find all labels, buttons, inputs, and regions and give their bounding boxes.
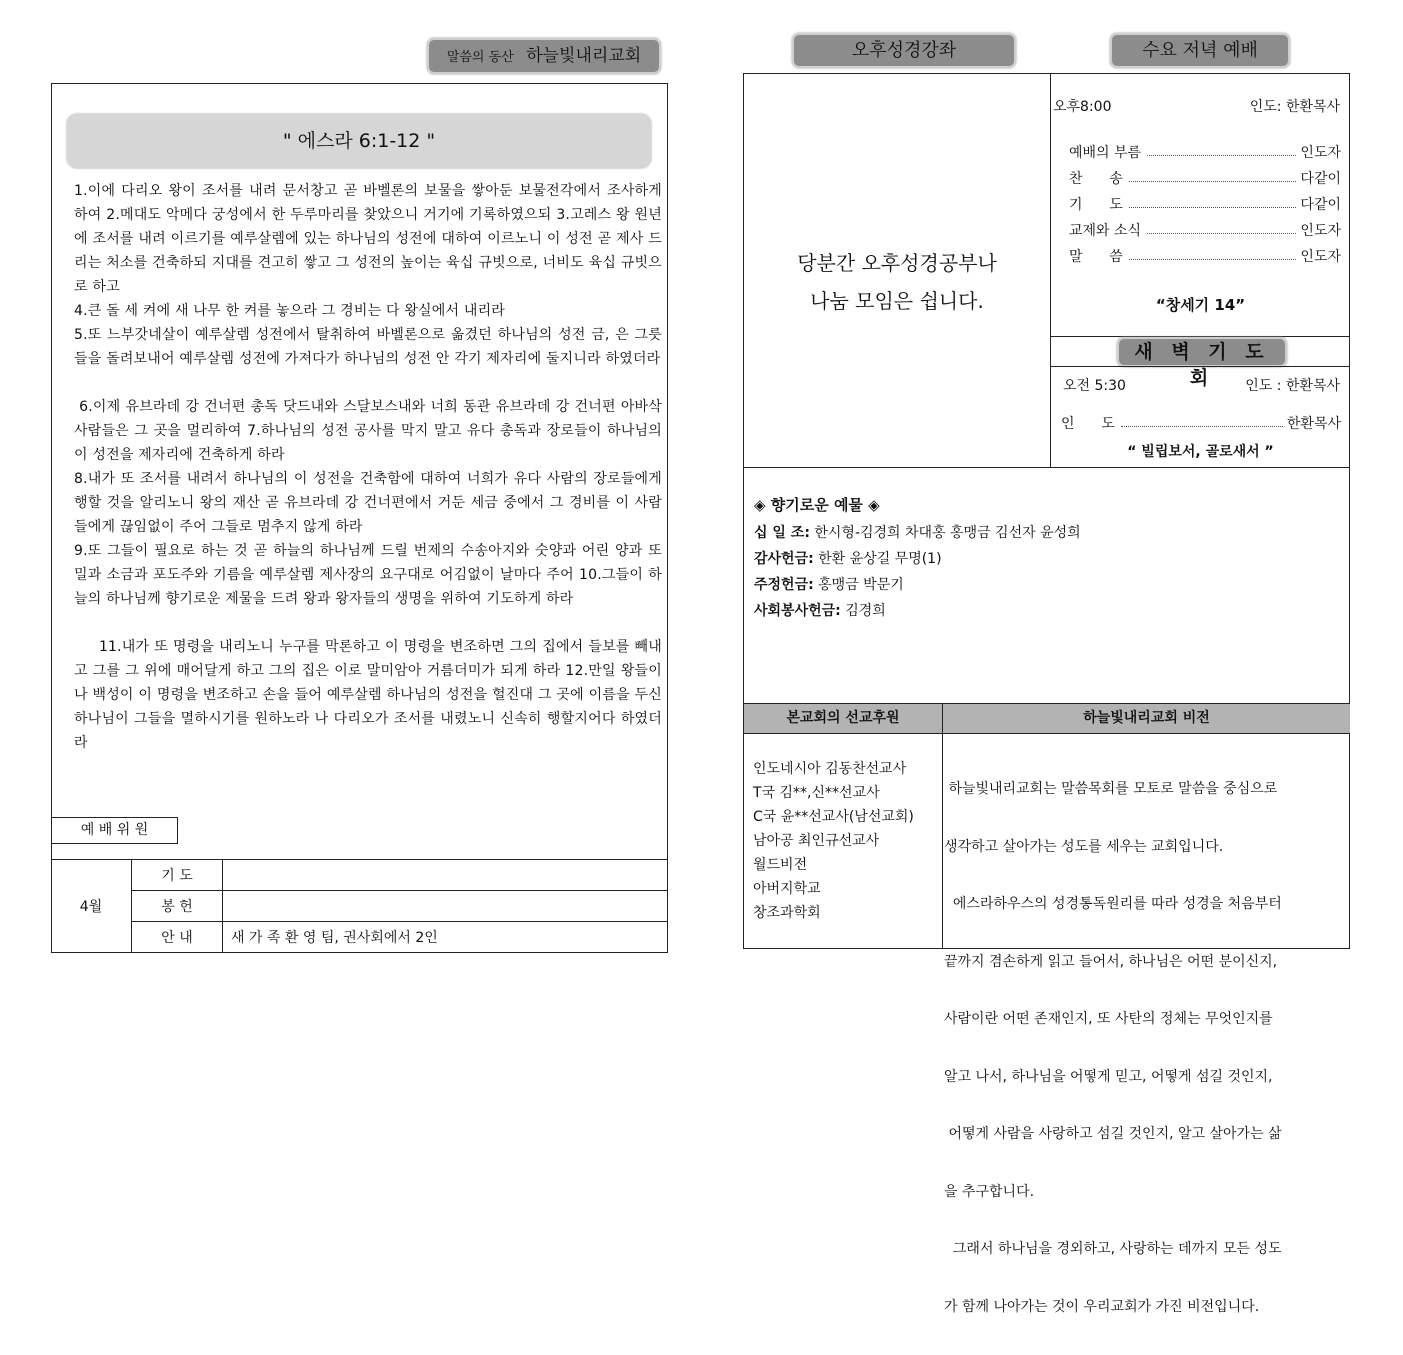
vision-line: 가 함께 나아가는 것이 우리교회가 가진 비전입니다. bbox=[944, 1298, 1260, 1315]
order-row: 교제와 소식 인도자 bbox=[1069, 223, 1341, 239]
dawn-row: 인 도 한환목사 bbox=[1061, 416, 1341, 432]
scripture-paragraph: 8.내가 또 조서를 내려서 하나님의 이 성전을 건축함에 대하여 너희가 유다 사람의 장로들에게 행할 것을 알리노니 왕의 재산 곧 유브라데 강 건너편에서 거둔 세금 중에서 그 경비를 이 사람들에게 끊임없이 주어 그들로 멈추지 않게 하라 bbox=[74, 471, 662, 535]
committee-role: 봉 헌 bbox=[132, 891, 223, 922]
wednesday-leader: 인도: 한환목사 bbox=[1249, 99, 1340, 115]
order-row: 찬 송 다같이 bbox=[1069, 171, 1341, 187]
mission-item: 월드비전 bbox=[753, 857, 808, 873]
vision-line: 끝까지 겸손하게 읽고 들어서, 하나님은 어떤 분이신지, bbox=[944, 953, 1278, 970]
mission-item: 남아공 최인규선교사 bbox=[753, 833, 880, 849]
order-row: 기 도 다같이 bbox=[1069, 197, 1341, 213]
wednesday-passage: “창세기 14” bbox=[1155, 296, 1246, 314]
committee-value bbox=[223, 891, 669, 922]
wednesday-service-badge: 수요 저녁 예배 bbox=[1110, 33, 1290, 68]
dawn-prayer bbox=[1051, 367, 1350, 467]
wednesday-time: 오후8:00 bbox=[1053, 99, 1112, 115]
offering-row: 감사헌금: 한환 윤상길 무명(1) bbox=[754, 551, 942, 567]
vision-line: 에스라하우스의 성경통독원리를 따라 성경을 처음부터 bbox=[944, 896, 1282, 912]
committee-role: 기 도 bbox=[132, 860, 223, 891]
committee-row bbox=[51, 891, 668, 922]
vision-line: 사람이란 어떤 존재인지, 또 사탄의 정체는 무엇인지를 bbox=[944, 1011, 1273, 1027]
scripture-paragraph: 11.내가 또 명령을 내리노니 누구를 막론하고 이 명령을 변조하면 그의 집에서 들보를 빼내고 그를 그 위에 매어달게 하고 그의 집은 이로 말미암아 거름더미가 되게 하라 12.만일 왕들이나 백성이 이 명령을 변조하고 손을 들어 예루살렘 하나님의 성전을 헐진대 그 곳에 이름을 두신 하나님이 그들을 멸하시기를 원하노라 나 다리오가 조서를 내렸노니 신속히 행할지어다 하였더라 bbox=[74, 639, 667, 751]
wednesday-order bbox=[1069, 136, 1341, 266]
divider bbox=[744, 467, 1350, 468]
scripture-spacer bbox=[74, 611, 662, 635]
vision-line: 그래서 하나님을 경외하고, 사랑하는 데까지 모든 성도 bbox=[944, 1241, 1282, 1257]
committee-row bbox=[51, 860, 668, 891]
church-motto: 말씀의 동산 bbox=[446, 50, 514, 65]
vision-line: 을 추구합니다. bbox=[944, 1183, 1035, 1200]
order-row: 예배의 부름 인도자 bbox=[1069, 145, 1341, 161]
mission-item: 창조과학회 bbox=[753, 905, 821, 921]
committee-month: 4월 bbox=[51, 860, 132, 953]
scripture-title: " 에스라 6:1-12 " bbox=[282, 130, 436, 152]
missions-header: 본교회의 선교후원 bbox=[786, 710, 900, 726]
church-name: 하늘빛내리교회 bbox=[526, 46, 642, 66]
afternoon-study-badge: 오후성경강좌 bbox=[792, 33, 1016, 68]
vision-line: 어떻게 사람을 사랑하고 섬길 것인지, 알고 살아가는 삶 bbox=[944, 1126, 1282, 1142]
church-name-badge bbox=[427, 38, 661, 74]
dawn-prayer-badge: 새 벽 기 도 회 bbox=[1117, 337, 1287, 367]
committee-row bbox=[51, 922, 668, 953]
committee-label: 예 배 위 원 bbox=[51, 817, 178, 844]
dawn-leader: 인도 : 한환목사 bbox=[1245, 378, 1340, 394]
vision-line: 생각하고 살아가는 성도를 세우는 교회입니다. bbox=[944, 838, 1224, 855]
mission-item: T국 김**,신**선교사 bbox=[753, 785, 880, 801]
scripture-paragraph: 1.이에 다리오 왕이 조서를 내려 문서창고 곧 바벨론의 보물을 쌓아둔 보물전각에서 조사하게 하여 2.메대도 악메다 궁성에서 한 두루마리를 찾았으니 거기에 기록하였으되 3.고레스 왕 원년에 조서를 내려 이르기를 예루살렘에 있는 하나님의 성전에 대하여 이르노니 이 성전 곧 제사 드리는 처소를 건축하되 지대를 견고히 쌓고 그 성전의 높이는 육십 규빗으로, 너비도 육십 규빗으로 하고 bbox=[74, 183, 662, 295]
offering-row: 주정헌금: 홍맹금 박문기 bbox=[754, 577, 904, 593]
scripture-text bbox=[74, 179, 667, 755]
vision-line: 알고 나서, 하나님을 어떻게 믿고, 어떻게 섬길 것인지, bbox=[944, 1068, 1273, 1085]
vision-line: 하늘빛내리교회는 말씀목회를 모토로 말씀을 중심으로 bbox=[944, 781, 1278, 797]
missions-list bbox=[753, 757, 941, 925]
committee-table bbox=[51, 859, 668, 953]
wednesday-service bbox=[1051, 74, 1350, 336]
scripture-paragraph: 6.이제 유브라데 강 건너편 총독 닷드내와 스달보스내와 너희 동관 유브라데 강 건너편 아바삭 사람들은 그 곳을 멀리하여 7.하나님의 성전 공사를 막지 말고 유다 총독과 장로들이 하나님의 이 성전을 제자리에 건축하게 하라 bbox=[74, 399, 667, 463]
order-row: 말 씀 인도자 bbox=[1069, 249, 1341, 265]
offering-row: 십 일 조: 한시형-김경희 차대홍 홍맹금 김선자 윤성희 bbox=[754, 525, 1081, 541]
afternoon-notice: 당분간 오후성경공부나 나눔 모임은 쉽니다. bbox=[797, 251, 997, 313]
offering-title: ◈ 향기로운 예물 ◈ bbox=[754, 496, 880, 514]
mission-item: 아버지학교 bbox=[753, 881, 821, 897]
scripture-paragraph: 9.또 그들이 필요로 하는 것 곧 하늘의 하나님께 드릴 번제의 수송아지와 숫양과 어린 양과 또 밀과 소금과 포도주와 기름을 예루살렘 제사장의 요구대로 어김없이 날마다 주어 10.그들이 하늘의 하나님께 향기로운 제물을 드려 왕과 왕자들의 생명을 위하여 기도하게 하라 bbox=[74, 543, 662, 607]
offering-section bbox=[754, 492, 1334, 624]
offering-row: 사회봉사헌금: 김경희 bbox=[754, 603, 886, 619]
vision-header: 하늘빛내리교회 비전 bbox=[1083, 710, 1210, 726]
committee-value: 새 가 족 환 영 팀, 권사회에서 2인 bbox=[223, 922, 669, 953]
dawn-passage: “ 빌립보서, 골로새서 ” bbox=[1127, 444, 1274, 460]
dawn-time: 오전 5:30 bbox=[1063, 378, 1126, 394]
scripture-spacer bbox=[74, 371, 662, 395]
committee-value bbox=[223, 860, 669, 891]
bottom-table-header bbox=[744, 703, 1350, 734]
scripture-paragraph: 4.큰 돌 세 켜에 새 나무 한 켜를 놓으라 그 경비는 다 왕실에서 내리라 bbox=[74, 303, 506, 319]
scripture-box bbox=[51, 83, 668, 953]
column-divider bbox=[942, 703, 943, 949]
mission-item: 인도네시아 김동찬선교사 bbox=[753, 761, 907, 777]
scripture-paragraph: 5.또 느부갓네살이 예루살렘 성전에서 탈취하여 바벨론으로 옮겼던 하나님의 성전 금, 은 그릇들을 돌려보내어 예루살렘 성전에 가져다가 하나님의 성전 안 각기 제자리에 둘지니라 하였더라 bbox=[74, 327, 662, 367]
committee-role: 안 내 bbox=[132, 922, 223, 953]
vision-text bbox=[944, 742, 1346, 1355]
scripture-title-banner bbox=[67, 114, 651, 168]
mission-item: C국 윤**선교사(남선교회) bbox=[753, 809, 914, 825]
right-page-frame bbox=[743, 73, 1350, 1315]
